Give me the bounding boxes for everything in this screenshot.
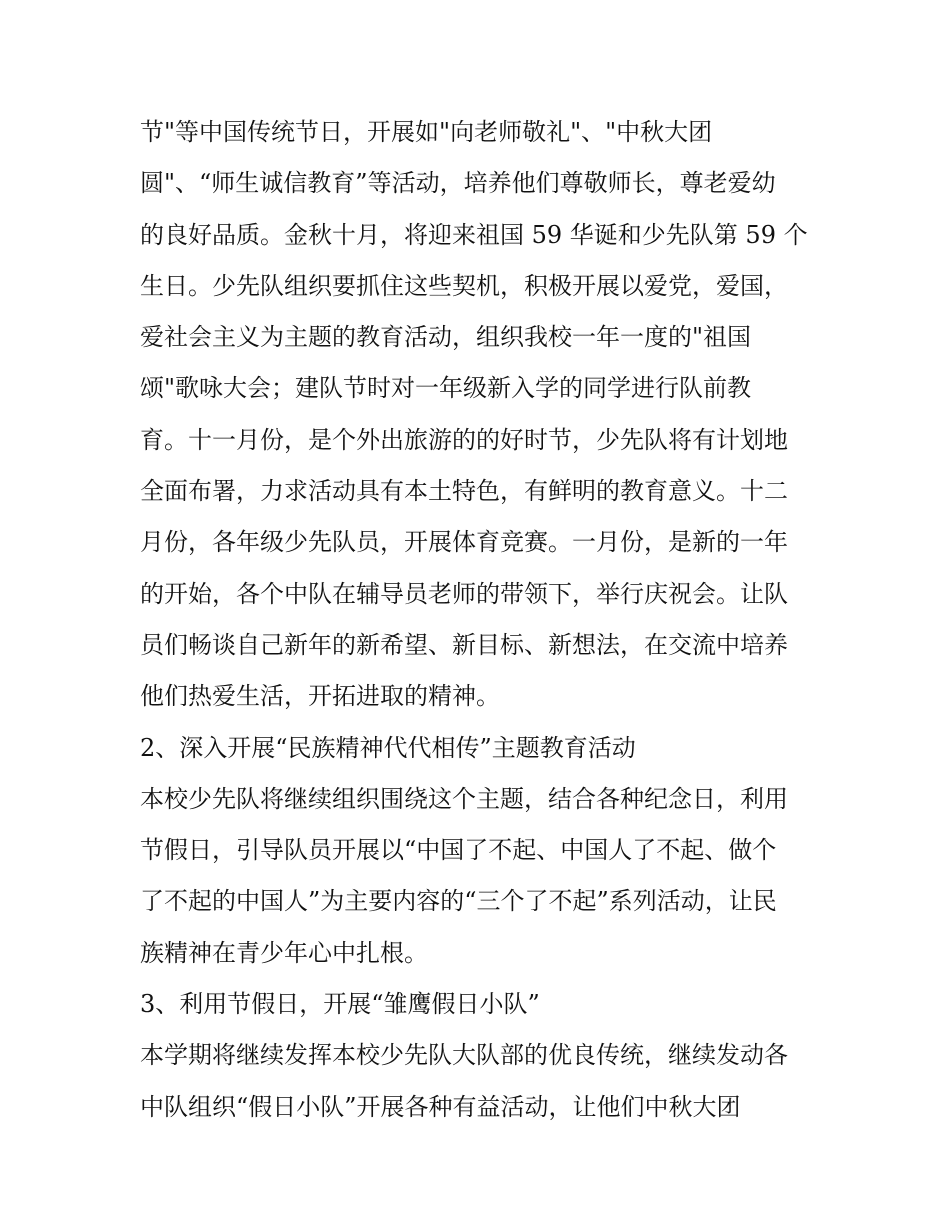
- document-body-text: [140, 107, 830, 1133]
- text-line: 员们畅谈自己新年的新希望、新目标、新想法，在交流中培养: [140, 630, 788, 659]
- section-heading: 3、利用节假日，开展“雏鹰假日小队”: [140, 990, 540, 1019]
- text-line: 他们热爱生活，开拓进取的精神。: [140, 682, 500, 711]
- text-line: 生日。少先队组织要抓住这些契机，积极开展以爱党，爱国，: [140, 271, 788, 300]
- section-heading: 2、深入开展“民族精神代代相传”主题教育活动: [140, 733, 636, 762]
- text-line: 圆"、“师生诚信教育”等活动，培养他们尊敬师长，尊老爱幼: [140, 169, 776, 198]
- text-line: 育。十一月份，是个外出旅游的的好时节，少先队将有计划地: [140, 425, 788, 454]
- text-line: 族精神在青少年心中扎根。: [140, 938, 428, 967]
- text-line: 的良好品质。金秋十月，将迎来祖国 59 华诞和少先队第 59 个: [140, 220, 808, 249]
- text-line: 了不起的中国人”为主要内容的“三个了不起”系列活动，让民: [140, 887, 777, 916]
- text-line: 的开始，各个中队在辅导员老师的带领下，举行庆祝会。让队: [140, 579, 788, 608]
- text-line: 爱社会主义为主题的教育活动，组织我校一年一度的"祖国: [140, 323, 752, 352]
- text-line: 颂"歌咏大会；建队节时对一年级新入学的同学进行队前教: [140, 374, 752, 403]
- text-line: 节"等中国传统节日，开展如"向老师敬礼"、"中秋大团: [140, 118, 713, 146]
- text-line: 本校少先队将继续组织围绕这个主题，结合各种纪念日，利用: [140, 784, 788, 813]
- text-line: 中队组织“假日小队”开展各种有益活动，让他们中秋大团: [140, 1092, 741, 1121]
- text-line: 全面布署，力求活动具有本土特色，有鲜明的教育意义。十二: [140, 477, 788, 506]
- text-line: 本学期将继续发挥本校少先队大队部的优良传统，继续发动各: [140, 1041, 788, 1070]
- text-line: 月份，各年级少先队员，开展体育竞赛。一月份，是新的一年: [140, 528, 788, 557]
- text-line: 节假日，引导队员开展以“中国了不起、中国人了不起、做个: [140, 836, 777, 865]
